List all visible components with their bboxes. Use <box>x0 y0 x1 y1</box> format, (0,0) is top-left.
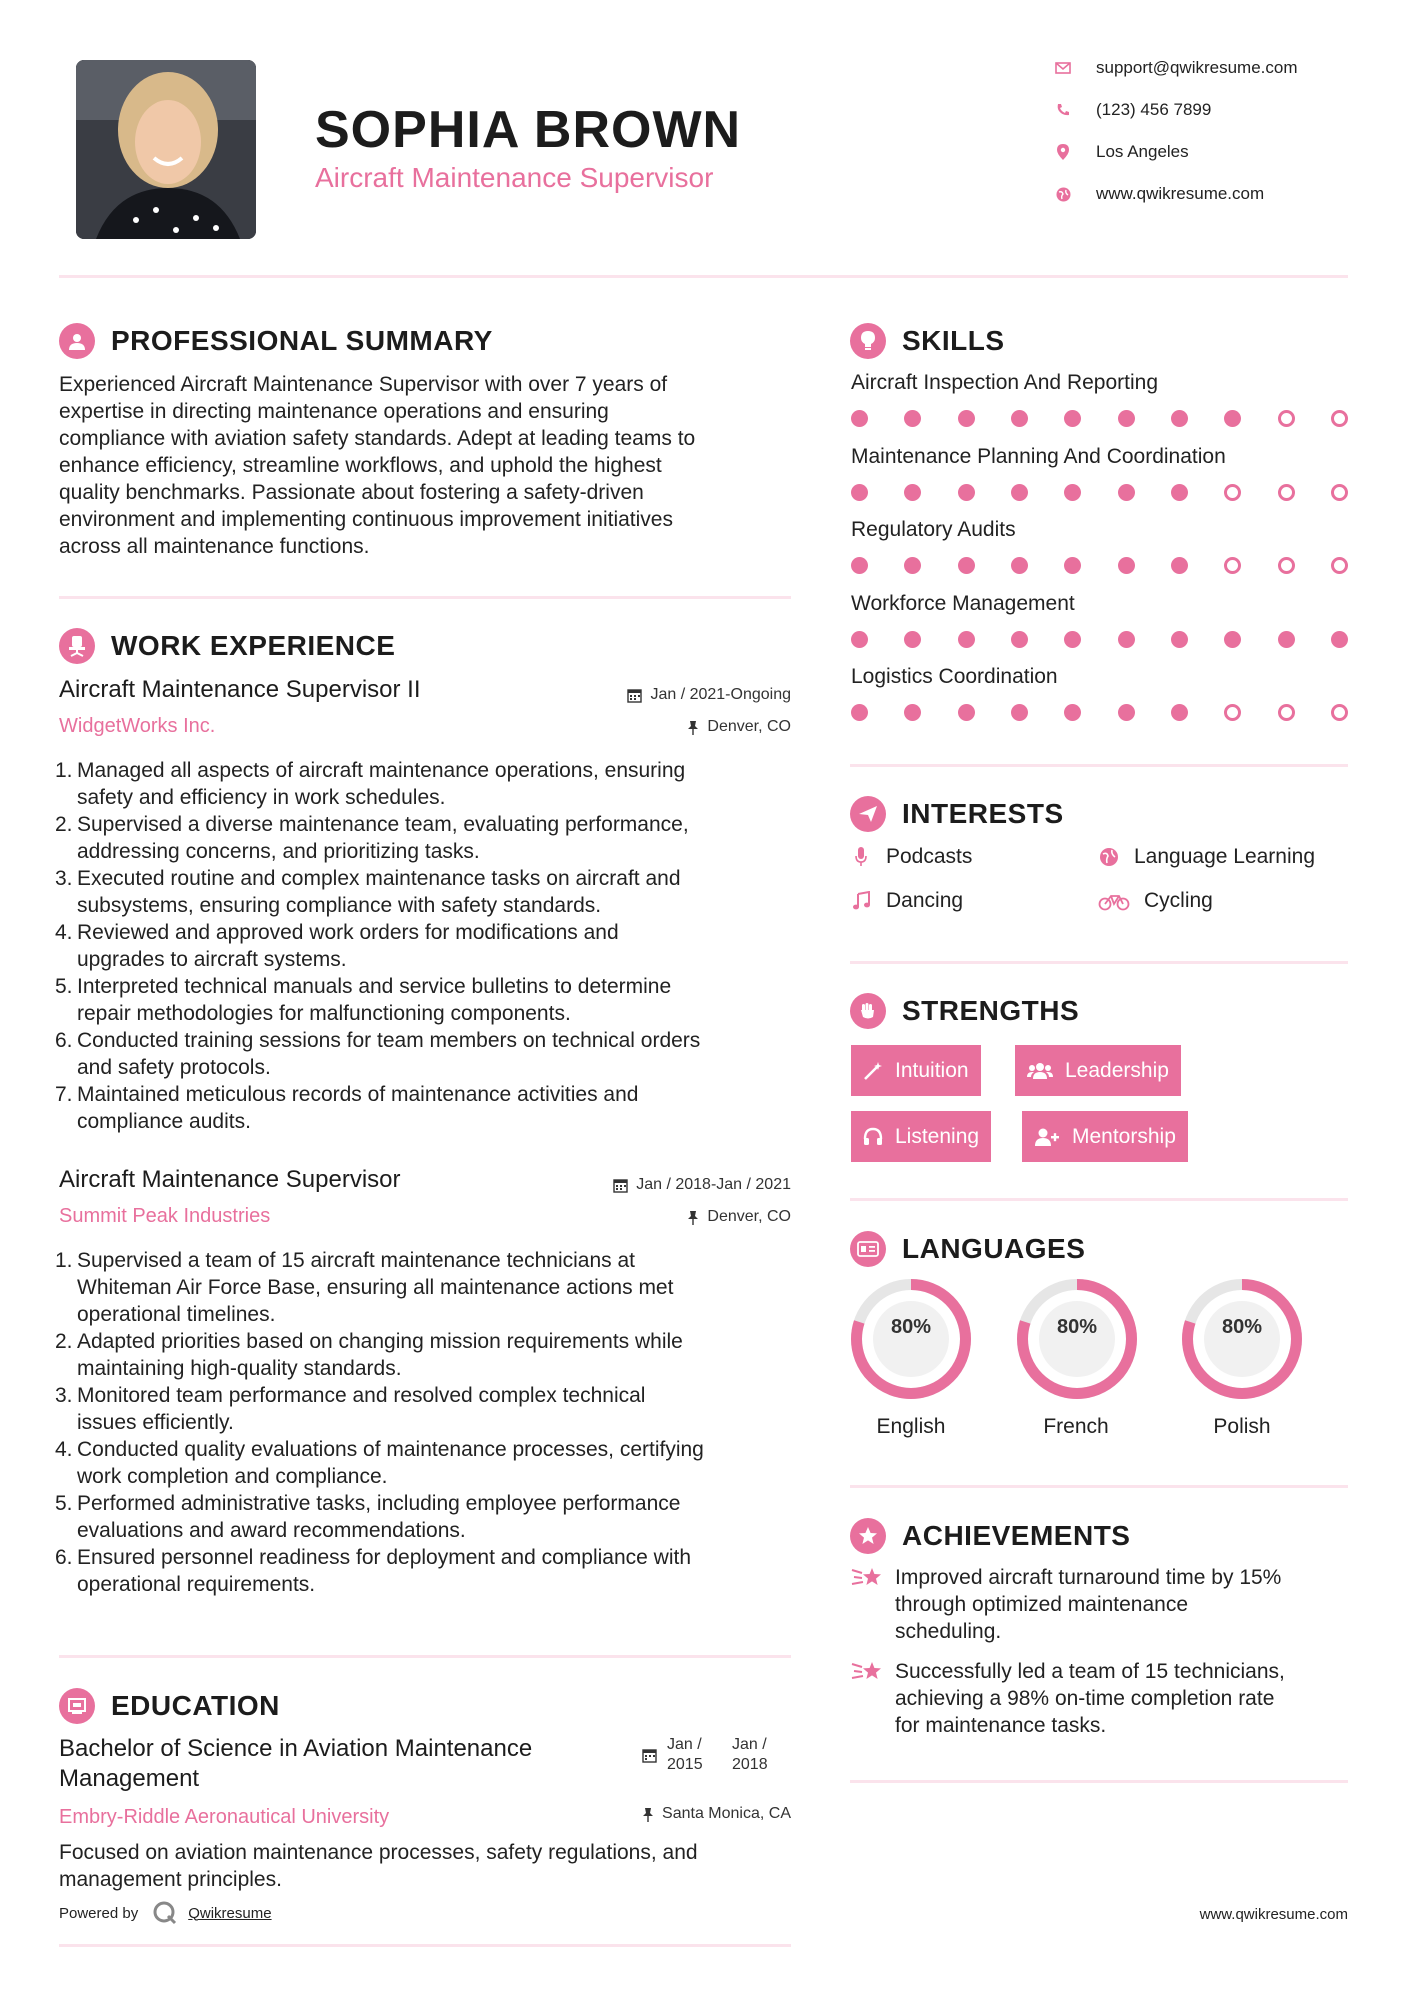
rating-dot-filled <box>904 484 921 501</box>
interests-divider <box>850 961 1348 964</box>
job-date: Jan / 2021-Ongoing <box>540 686 791 704</box>
paper-plane-icon <box>850 796 886 832</box>
skills-divider <box>850 764 1348 767</box>
work-heading: WORK EXPERIENCE <box>59 628 395 664</box>
map-pin-icon <box>1054 143 1072 161</box>
rating-dot-empty <box>1224 484 1241 501</box>
interest-item: Dancing <box>850 889 963 913</box>
summary-heading: PROFESSIONAL SUMMARY <box>59 323 493 359</box>
list-item: 5. Performed administrative tasks, including employee performance evaluations and award recommendations. <box>55 1492 681 1542</box>
phone-text: (123) 456 7899 <box>1096 100 1212 119</box>
summary-divider <box>59 596 791 599</box>
job-title: Aircraft Maintenance Supervisor <box>59 1166 401 1193</box>
email-text: support@qwikresume.com <box>1096 58 1298 77</box>
rating-dot-filled <box>1331 631 1348 648</box>
language-name: English <box>876 1415 946 1438</box>
skill-name: Logistics Coordination <box>851 665 1058 688</box>
contact-location <box>1054 142 1189 162</box>
rating-dot-filled <box>851 631 868 648</box>
education-divider <box>59 1944 791 1947</box>
language-progress-ring <box>1016 1278 1138 1400</box>
pushpin-icon <box>687 720 699 735</box>
skill-rating <box>851 631 1348 648</box>
powered-by <box>59 1900 272 1926</box>
rating-dot-filled <box>1011 704 1028 721</box>
achievements-divider <box>850 1780 1348 1783</box>
job-company: Summit Peak Industries <box>59 1205 271 1227</box>
chair-icon <box>59 628 95 664</box>
graduation-icon <box>59 1688 95 1724</box>
ring-center <box>1204 1301 1280 1377</box>
language-percent: 80% <box>1056 1316 1098 1338</box>
candidate-title: Aircraft Maintenance Supervisor <box>315 162 714 193</box>
language-percent: 80% <box>890 1316 932 1338</box>
rating-dot-empty <box>1331 484 1348 501</box>
rating-dot-filled <box>1171 410 1188 427</box>
skill-row <box>851 592 1348 648</box>
skill-name: Regulatory Audits <box>851 518 1016 541</box>
list-item: 7. Maintained meticulous records of maintenance activities and compliance audits. <box>55 1083 639 1133</box>
language-name: French <box>1043 1415 1109 1438</box>
skill-rating <box>851 410 1348 427</box>
skill-rating <box>851 484 1348 501</box>
rating-dot-filled <box>1171 631 1188 648</box>
language-item <box>850 1278 972 1405</box>
rating-dot-empty <box>1331 410 1348 427</box>
achievement-item: Improved aircraft turnaround time by 15% through optimized maintenance scheduling. <box>850 1564 1340 1645</box>
rating-dot-empty <box>1278 704 1295 721</box>
website-text: www.qwikresume.com <box>1096 184 1265 203</box>
skill-name: Maintenance Planning And Coordination <box>851 444 1226 468</box>
user-plus-icon <box>1034 1127 1060 1147</box>
education-heading: EDUCATION <box>59 1688 280 1724</box>
contact-website[interactable] <box>1054 184 1264 204</box>
achievement-item: Successfully led a team of 15 technicians, achieving a 98% on-time completion rate for maintenance tasks. <box>850 1658 1340 1739</box>
rating-dot-empty <box>1331 557 1348 574</box>
rating-dot-filled <box>1171 557 1188 574</box>
lightbulb-icon <box>850 323 886 359</box>
phone-icon <box>1054 101 1072 119</box>
rating-dot-filled <box>1011 484 1028 501</box>
shooting-star-icon <box>850 1564 884 1645</box>
music-note-icon <box>850 891 872 911</box>
rating-dot-filled <box>1011 631 1028 648</box>
rating-dot-filled <box>1011 557 1028 574</box>
ring-center <box>1039 1301 1115 1377</box>
rating-dot-filled <box>1064 557 1081 574</box>
rating-dot-filled <box>1064 410 1081 427</box>
rating-dot-empty <box>1224 557 1241 574</box>
job-location: Denver, CO <box>540 1208 791 1226</box>
job-location: Denver, CO <box>540 718 791 736</box>
list-item: 1. Supervised a team of 15 aircraft maintenance technicians at Whiteman Air Force Base, ensuring all maintenance actions met operational timelines. <box>55 1249 674 1326</box>
strength-tag: Mentorship <box>1022 1111 1188 1162</box>
list-item: 2. Adapted priorities based on changing mission requirements while maintaining high-quality standards. <box>55 1330 683 1380</box>
star-badge-icon <box>850 1518 886 1554</box>
microphone-icon <box>850 847 872 867</box>
headphones-icon <box>863 1127 883 1147</box>
footer-website[interactable]: www.qwikresume.com <box>1199 1906 1348 1923</box>
qwikresume-logo-icon <box>152 1900 178 1926</box>
rating-dot-empty <box>1278 410 1295 427</box>
list-item: 2. Supervised a diverse maintenance team, evaluating performance, addressing concerns, and prioritizing tasks. <box>55 813 689 863</box>
rating-dot-filled <box>958 557 975 574</box>
powered-by-label: Powered by <box>59 1904 139 1922</box>
education-description: Focused on aviation maintenance processes, safety regulations, and management principles. <box>59 1841 698 1891</box>
skill-rating <box>851 557 1348 574</box>
users-icon <box>1027 1061 1053 1081</box>
strengths-heading: STRENGTHS <box>850 993 1079 1029</box>
language-item <box>1181 1278 1303 1405</box>
shooting-star-icon <box>850 1658 884 1739</box>
rating-dot-filled <box>1118 410 1135 427</box>
list-item: 4. Reviewed and approved work orders for modifications and upgrades to aircraft systems. <box>55 921 619 971</box>
header-divider <box>59 275 1348 278</box>
skills-heading: SKILLS <box>850 323 1005 359</box>
list-item: 5. Interpreted technical manuals and service bulletins to determine repair methodologies for malfunctioning components. <box>55 975 672 1025</box>
profile-photo <box>76 60 256 239</box>
fist-icon <box>850 993 886 1029</box>
magic-wand-icon <box>863 1061 883 1081</box>
rating-dot-filled <box>904 631 921 648</box>
contact-email[interactable] <box>1054 58 1298 78</box>
achievements-heading: ACHIEVEMENTS <box>850 1518 1130 1554</box>
location-text: Los Angeles <box>1096 142 1189 161</box>
languages-heading: LANGUAGES <box>850 1231 1085 1267</box>
rating-dot-filled <box>1278 631 1295 648</box>
rating-dot-empty <box>1224 704 1241 721</box>
rating-dot-filled <box>958 410 975 427</box>
rating-dot-filled <box>851 410 868 427</box>
language-progress-ring <box>1181 1278 1303 1400</box>
ring-center <box>873 1301 949 1377</box>
rating-dot-filled <box>904 704 921 721</box>
calendar-icon <box>613 1178 628 1193</box>
qwikresume-link[interactable]: Qwikresume <box>188 1904 272 1922</box>
rating-dot-filled <box>958 484 975 501</box>
list-item: 4. Conducted quality evaluations of maintenance processes, certifying work completion and compliance. <box>55 1438 704 1488</box>
job-company: WidgetWorks Inc. <box>59 715 216 737</box>
rating-dot-filled <box>958 704 975 721</box>
list-item: 6. Ensured personnel readiness for deployment and compliance with operational requirements. <box>55 1546 692 1596</box>
skill-row <box>851 665 1348 721</box>
rating-dot-filled <box>1064 631 1081 648</box>
candidate-name: SOPHIA BROWN <box>315 101 742 159</box>
skill-name: Aircraft Inspection And Reporting <box>851 371 1159 394</box>
summary-text: Experienced Aircraft Maintenance Supervisor with over 7 years of expertise in directing maintenance operations and ensuring compliance with aviation safety standards. Adept at leading teams to enhance efficiency, streamline workflows, and uphold the highest quality benchmarks. Passionate about fostering a safety-driven environment and implementing continuous improvement initiatives across all maintenance functions. <box>59 373 696 558</box>
school-name: Embry-Riddle Aeronautical University <box>59 1806 390 1828</box>
language-progress-ring <box>850 1278 972 1400</box>
contact-phone[interactable] <box>1054 100 1211 120</box>
interest-item: Podcasts <box>850 845 972 869</box>
skill-name: Workforce Management <box>851 591 1075 615</box>
rating-dot-filled <box>851 557 868 574</box>
calendar-icon <box>642 1748 657 1768</box>
envelope-icon <box>1054 59 1072 77</box>
rating-dot-filled <box>1171 484 1188 501</box>
strength-tag: Leadership <box>1015 1045 1181 1096</box>
degree-title: Bachelor of Science in Aviation Maintenance Management <box>59 1735 533 1792</box>
interest-item: Cycling <box>1098 889 1213 913</box>
rating-dot-filled <box>904 557 921 574</box>
job-responsibilities <box>55 757 805 1135</box>
rating-dot-filled <box>1118 704 1135 721</box>
pushpin-icon <box>687 1210 699 1225</box>
rating-dot-filled <box>1118 631 1135 648</box>
calendar-icon <box>627 688 642 703</box>
rating-dot-filled <box>904 410 921 427</box>
interest-item: Language Learning <box>1098 845 1315 869</box>
job-title: Aircraft Maintenance Supervisor II <box>59 676 421 703</box>
globe-icon <box>1054 185 1072 203</box>
interests-heading: INTERESTS <box>850 796 1064 832</box>
skill-row <box>851 445 1348 501</box>
list-item: 6. Conducted training sessions for team members on technical orders and safety protocols. <box>55 1029 701 1079</box>
strength-tag: Intuition <box>851 1045 981 1096</box>
rating-dot-filled <box>1011 410 1028 427</box>
strength-tag: Listening <box>851 1111 991 1162</box>
languages-divider <box>850 1485 1348 1488</box>
language-card-icon <box>850 1231 886 1267</box>
skill-row <box>851 518 1348 574</box>
language-name: Polish <box>1213 1415 1271 1438</box>
pushpin-icon <box>642 1807 654 1822</box>
language-percent: 80% <box>1221 1316 1263 1338</box>
list-item: 1. Managed all aspects of aircraft maintenance operations, ensuring safety and efficiency in work schedules. <box>55 759 686 809</box>
rating-dot-empty <box>1331 704 1348 721</box>
skill-rating <box>851 704 1348 721</box>
bicycle-icon <box>1098 891 1130 911</box>
rating-dot-filled <box>958 631 975 648</box>
work-divider <box>59 1655 791 1658</box>
list-item: 3. Monitored team performance and resolved complex technical issues efficiently. <box>55 1384 646 1434</box>
strengths-divider <box>850 1198 1348 1201</box>
rating-dot-filled <box>1064 484 1081 501</box>
rating-dot-filled <box>1224 410 1241 427</box>
rating-dot-filled <box>1118 557 1135 574</box>
skill-row <box>851 371 1348 427</box>
rating-dot-filled <box>1118 484 1135 501</box>
rating-dot-filled <box>851 484 868 501</box>
rating-dot-filled <box>1064 704 1081 721</box>
education-date: Jan / 2015 Jan / 2018 <box>640 1736 790 1778</box>
user-icon <box>59 323 95 359</box>
job-date: Jan / 2018-Jan / 2021 <box>500 1176 791 1194</box>
rating-dot-empty <box>1278 557 1295 574</box>
rating-dot-filled <box>1171 704 1188 721</box>
language-item <box>1016 1278 1138 1405</box>
rating-dot-filled <box>851 704 868 721</box>
list-item: 3. Executed routine and complex maintenance tasks on aircraft and subsystems, ensuring compliance with safety standards. <box>55 867 681 917</box>
globe-icon <box>1098 847 1120 867</box>
job-responsibilities <box>55 1247 805 1598</box>
rating-dot-empty <box>1278 484 1295 501</box>
rating-dot-filled <box>1224 631 1241 648</box>
education-location: Santa Monica, CA <box>540 1805 791 1823</box>
